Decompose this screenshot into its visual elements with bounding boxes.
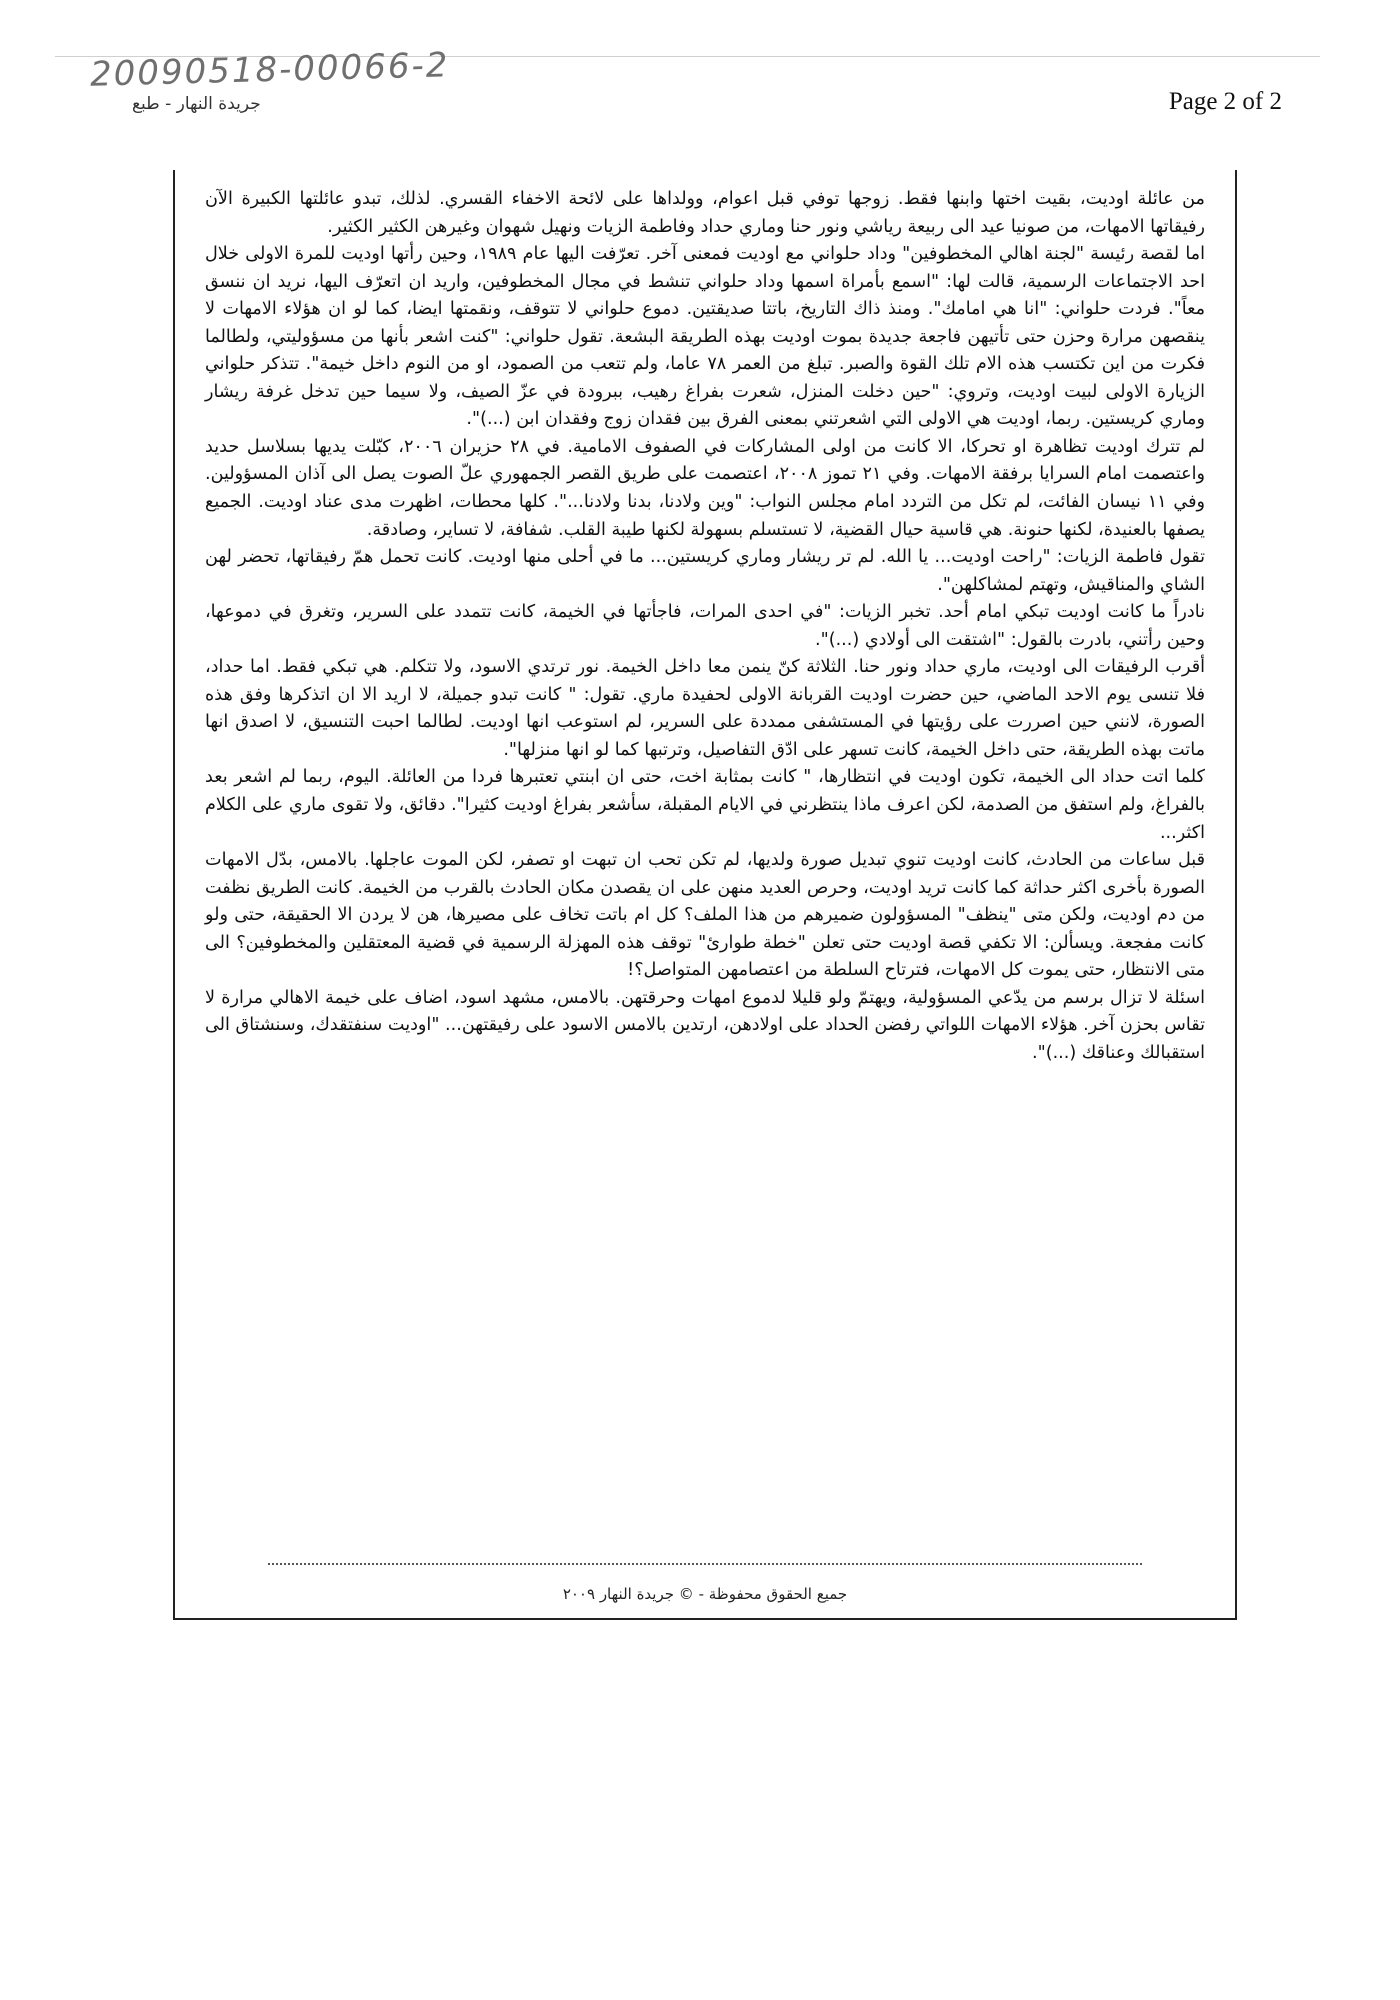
paragraph: تقول فاطمة الزيات: "راحت اوديت... يا الله. لم تر ريشار وماري كريستين... ما في أحلى منها اوديت. كانت تحمل همّ رفيقاتها، تحضر لهن الشاي والمناقيش، وتهتم لمشاكلهن". <box>205 547 1205 595</box>
handwritten-document-id: 20090518-00066-2 <box>89 45 450 95</box>
paragraph: لم تترك اوديت تظاهرة او تحركا، الا كانت من اولى المشاركات في الصفوف الامامية. في ٢٨ حزيران ٢٠٠٦، كبّلت يديها بسلاسل حديد واعتصمت امام السرايا برفقة الامهات. وفي ٢١ تموز ٢٠٠٨، اعتصمت على طريق القصر الجمهوري علّ الصوت يصل الى آذان المسؤولين. وفي ١١ نيسان الفائت، لم تكل من التردد امام مجلس النواب: "وين ولادنا، بدنا ولادنا...". كلها محطات، اظهرت مدى عناد اوديت. الجميع يصفها بالعنيدة، لكنها حنونة. هي قاسية حيال القضية، لا تستسلم بسهولة لكنها طيبة القلب. شفافة، لا تساير، وصادقة. <box>205 436 1206 540</box>
paragraph: اما لقصة رئيسة "لجنة اهالي المخطوفين" وداد حلواني مع اوديت فمعنى آخر. تعرّفت اليها عام ١٩٨٩، وحين رأتها اوديت للمرة الاولى خلال احد الاجتماعات الرسمية، قالت لها: "اسمع بأمراة اسمها وداد حلواني تنشط في مجال المخطوفين، واريد ان اتعرّف اليها، نريد ان ننسق معاً". فردت حلواني: "انا هي امامك". ومنذ ذاك التاريخ، باتتا صديقتين. دموع حلواني لا تتوقف، ونقمتها ايضا، كما لو ان هؤلاء الامهات لا ينقصهن مرارة وحزن حتى تأتيهن فاجعة جديدة بموت اوديت بهذه الطريقة البشعة. تقول حلواني: "كنت اشعر بأنها من مسؤوليتي، ولطالما فكرت من اين تكتسب هذه الام تلك القوة والصبر. تبلغ من العمر ٧٨ عاما، ولم تتعب من الصمود، او من النوم داخل خيمة". تتذكر حلواني الزيارة الاولى لبيت اوديت، وتروي: "حين دخلت المنزل، شعرت بفراغ رهيب، ببرودة في عزّ الصيف، ولا سيما حين تدخل غرفة ريشار وماري كريستين. ربما، اوديت هي الاولى التي اشعرتني بمعنى الفرق بين فقدان زوج وفقدان ابن (...)". <box>205 244 1205 430</box>
source-label: جريدة النهار - طبع <box>132 94 261 114</box>
article-body <box>205 186 1205 1068</box>
page-number: Page 2 of 2 <box>1168 88 1282 115</box>
paragraph: اسئلة لا تزال برسم من يدّعي المسؤولية، ويهتمّ ولو قليلا لدموع امهات وحرقتهن. بالامس، مشهد اسود، اضاف على خيمة الاهالي مرارة لا تقاس بحزن آخر. هؤلاء الامهات اللواتي رفضن الحداد على اولادهن، ارتدين بالامس الاسود على رفيقتهن... "اوديت سنفتقدك، وسنشتاق الى استقبالك وعناقك (...)". <box>205 987 1205 1063</box>
paragraph: من عائلة اوديت، بقيت اختها وابنها فقط. زوجها توفي قبل اعوام، وولداها على لائحة الاخفاء القسري. لذلك، تبدو عائلتها الكبيرة الآن رفيقاتها الامهات، من صونيا عيد الى ربيعة رياشي ونور حنا وماري حداد وفاطمة الزيات ونهيل شهوان وغيرهن الكثير الكثير. <box>205 189 1205 237</box>
dotted-separator <box>268 1563 1142 1565</box>
copyright-footer: جميع الحقوق محفوظة - © جريدة النهار ٢٠٠٩ <box>562 1585 848 1603</box>
paragraph: أقرب الرفيقات الى اوديت، ماري حداد ونور حنا. الثلاثة كنّ ينمن معا داخل الخيمة. نور ترتدي الاسود، ولا تتكلم. هي تبكي فقط. اما حداد، فلا تنسى يوم الاحد الماضي، حين حضرت اوديت القربانة الاولى لحفيدة ماري. تقول: " كانت تبدو جميلة، لا اريد الا ان اتذكرها وفق هذه الصورة، لانني حين اصررت على رؤيتها في المستشفى ممددة على السرير، لم استوعب انها اوديت. لطالما احبت التنسيق، لا اصدق انها ماتت بهذه الطريقة، حتى داخل الخيمة، كانت تسهر على ادّق التفاصيل، وترتبها كما لو انها منزلها". <box>205 657 1205 760</box>
paragraph: نادراً ما كانت اوديت تبكي امام أحد. تخبر الزيات: "في احدى المرات، فاجأتها في الخيمة، كانت تتمدد على السرير، وتغرق في دموعها، وحين رأتني، بادرت بالقول: "اشتقت الى أولادي (...)". <box>205 602 1205 650</box>
paragraph: كلما اتت حداد الى الخيمة، تكون اوديت في انتظارها، " كانت بمثابة اخت، حتى ان ابنتي تعتبرها فردا من العائلة. اليوم، ربما لم اشعر بعد بالفراغ، ولم استفق من الصدمة، لكن اعرف ماذا ينتظرني في الايام المقبلة، سأشعر بفراغ اوديت كثيرا". دقائق، ولا تقوى ماري على الكلام اكثر... <box>205 767 1205 843</box>
paragraph: قبل ساعات من الحادث، كانت اوديت تنوي تبديل صورة ولديها، لم تكن تحب ان تبهت او تصفر، لكن الموت عاجلها. بالامس، بدّل الامهات الصورة بأخرى اكثر حداثة كما كانت تريد اوديت، وحرص العديد منهن على ان يقصدن مكان الحادث بالقرب من الخيمة. كانت الطريق نظفت من دم اوديت، ولكن متى "ينظف" المسؤولون ضميرهم من هذا الملف؟ كل ام باتت تخاف على مصيرها، هن لا يردن الا الحقيقة، حتى ولو كانت مفجعة. ويسألن: الا تكفي قصة اوديت حتى تعلن "خطة طوارئ" توقف هذه المهزلة الرسمية في قضية المعتقلين والمخطوفين؟ الى متى الانتظار، حتى يموت كل الامهات، فترتاح السلطة من اعتصامهن المتواصل؟! <box>205 850 1205 981</box>
